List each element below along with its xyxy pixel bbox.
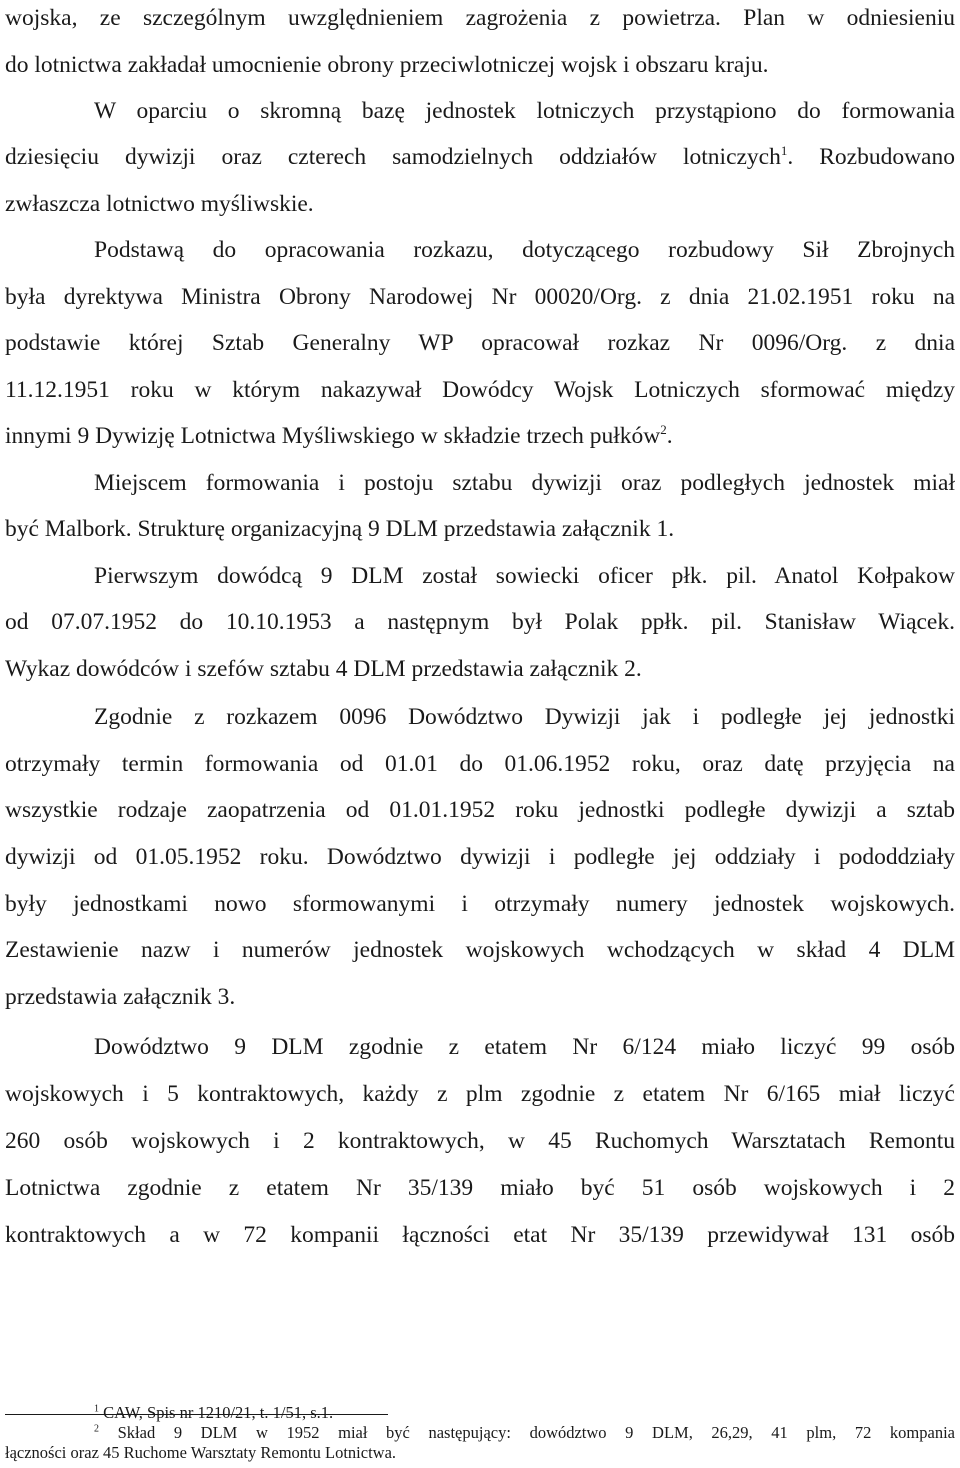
footnote-reference: 2 [660,422,667,438]
text-line: Lotnictwa zgodnie z etatem Nr 35/139 miało być 51 osób wojskowych i 2 [5,1175,955,1201]
footnote: $^1$ CAW, Spis nr 1210/21, t. 1/51, s.1. [94,1403,334,1422]
text-line: Zestawienie nazw i numerów jednostek wojskowych wchodzących w skład 4 DLM [5,937,955,963]
text-line: były jednostkami nowo sformowanymi i otrzymały numery jednostek wojskowych. [5,891,955,917]
text-line: 11.12.1951 roku w którym nakazywał Dowódcy Wojsk Lotniczych sformować między [5,377,955,403]
text-line: Pierwszym dowódcą 9 DLM został sowiecki oficer płk. pil. Anatol Kołpakow [94,563,955,589]
footnote-continuation: łączności oraz 45 Ruchome Warsztaty Remontu Lotnictwa. [5,1443,397,1462]
text-line: do lotnictwa zakładał umocnienie obrony przeciwlotniczej wojsk i obszaru kraju. [5,52,769,78]
text-line: kontraktowych a w 72 kompanii łączności etat Nr 35/139 przewidywał 131 osób [5,1222,955,1248]
text-line: 260 osób wojskowych i 2 kontraktowych, w 45 Ruchomych Warsztatach Remontu [5,1128,955,1154]
text-line: podstawie której Sztab Generalny WP opracował rozkaz Nr 0096/Org. z dnia [5,330,955,356]
text-line: Miejscem formowania i postoju sztabu dywizji oraz podległych jednostek miał [94,470,955,496]
text-line: była dyrektywa Ministra Obrony Narodowej Nr 00020/Org. z dnia 21.02.1951 roku na [5,284,955,310]
text-line: wojskowych i 5 kontraktowych, każdy z plm zgodnie z etatem Nr 6/165 miał liczyć [5,1081,955,1107]
text-line: Podstawą do opracowania rozkazu, dotyczącego rozbudowy Sił Zbrojnych [94,237,955,263]
text-line: zwłaszcza lotnictwo myśliwskie. [5,191,314,217]
text-line: Dowództwo 9 DLM zgodnie z etatem Nr 6/124 miało liczyć 99 osób [94,1034,955,1060]
text-line: od 07.07.1952 do 10.10.1953 a następnym był Polak ppłk. pil. Stanisław Wiącek. [5,609,955,635]
text-line: Wykaz dowódców i szefów sztabu 4 DLM przedstawia załącznik 2. [5,656,642,682]
text-line: przedstawia załącznik 3. [5,984,236,1010]
text-line: wszystkie rodzaje zaopatrzenia od 01.01.1952 roku jednostki podległe dywizji a sztab [5,797,955,823]
text-line: W oparciu o skromną bazę jednostek lotniczych przystąpiono do formowania [94,98,955,124]
footnote-number: 1 [94,1403,99,1415]
text-line: dziesięciu dywizji oraz czterech samodzielnych oddziałów lotniczych$^1$. Rozbudowano [5,143,955,170]
text-line: Zgodnie z rozkazem 0096 Dowództwo Dywizji jak i podległe jej jednostki [94,704,955,730]
text-line: otrzymały termin formowania od 01.01 do 01.06.1952 roku, oraz datę przyjęcia na [5,751,955,777]
footnote-reference: 1 [780,143,788,159]
text-line: dywizji od 01.05.1952 roku. Dowództwo dywizji i podległe jej oddziały i pododdziały [5,844,955,870]
footnote: $^2$ Skład 9 DLM w 1952 miał być następujący: dowództwo 9 DLM, 26,29, 41 plm, 72 kompania [94,1423,955,1442]
footnote-number: 2 [94,1423,99,1435]
text-line: być Malbork. Strukturę organizacyjną 9 DLM przedstawia załącznik 1. [5,516,675,542]
text-line: innymi 9 Dywizję Lotnictwa Myśliwskiego w składzie trzech pułków$^2$. [5,422,673,449]
text-line: wojska, ze szczególnym uwzględnieniem zagrożenia z powietrza. Plan w odniesieniu [5,5,955,31]
